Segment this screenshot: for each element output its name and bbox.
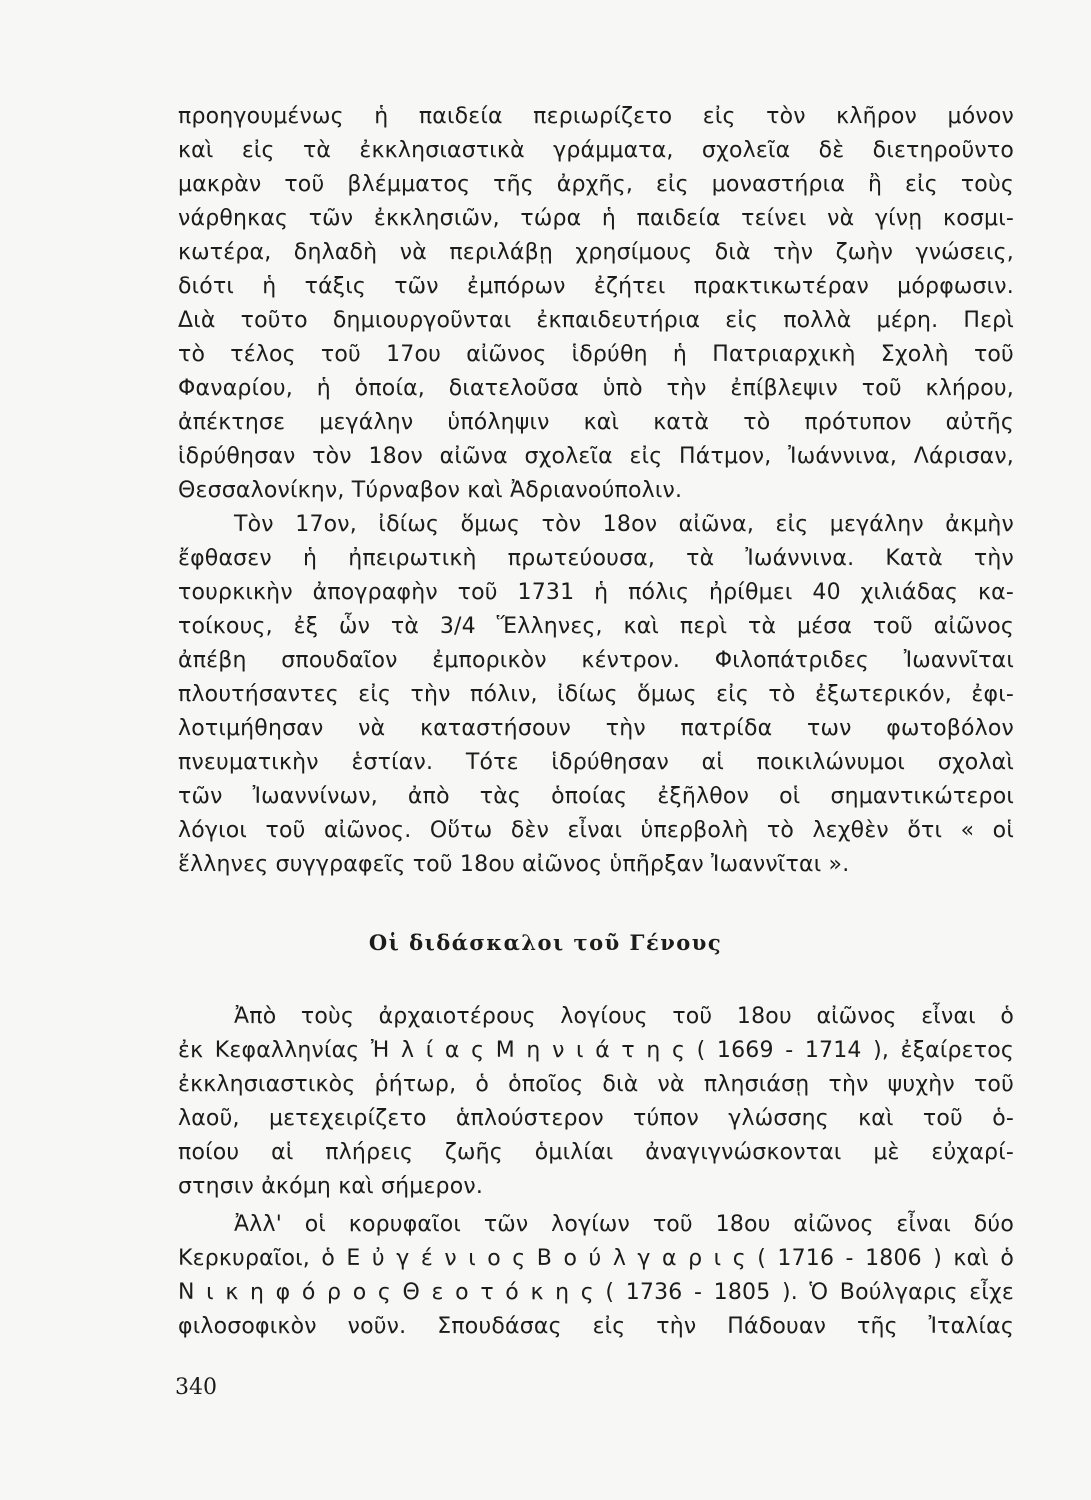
- text-line: Θεσσαλονίκην, Τύρναβον καὶ Ἀδριανούπολιν.: [178, 478, 683, 503]
- text-line: τουρκικὴν ἀπογραφὴν τοῦ 1731 ἡ πόλις ἠρίθμει 40 χιλιάδας κα-: [178, 580, 1014, 605]
- section-heading: Οἱ διδάσκαλοι τοῦ Γένους: [368, 930, 723, 955]
- text-line: Διὰ τοῦτο δημιουργοῦνται ἐκπαιδευτήρια εἰς πολλὰ μέρη. Περὶ: [178, 308, 1014, 333]
- text-line: ἔφθασεν ἡ ἠπειρωτικὴ πρωτεύουσα, τὰ Ἰωάννινα. Κατὰ τὴν: [178, 546, 1014, 571]
- text-line: νάρθηκας τῶν ἐκκλησιῶν, τώρα ἡ παιδεία τείνει νὰ γίνῃ κοσμι-: [178, 206, 1014, 231]
- text-line: Κερκυραῖοι, ὁ Ε ὐ γ έ ν ι ο ς Β ο ύ λ γ α ρ ι ς ( 1716 - 1806 ) καὶ ὁ: [178, 1246, 1014, 1271]
- text-line: Ἀλλ' οἱ κορυφαῖοι τῶν λογίων τοῦ 18ου αἰῶνος εἶναι δύο: [234, 1212, 1014, 1237]
- text-line: Φαναρίου, ἡ ὁποία, διατελοῦσα ὑπὸ τὴν ἐπίβλεψιν τοῦ κλήρου,: [178, 376, 1014, 401]
- text-line: πλουτήσαντες εἰς τὴν πόλιν, ἰδίως ὅμως εἰς τὸ ἐξωτερικόν, ἐφι-: [178, 682, 1014, 707]
- text-line: τῶν Ἰωαννίνων, ἀπὸ τὰς ὁποίας ἐξῆλθον οἱ σημαντικώτεροι: [178, 784, 1014, 809]
- text-line: στησιν ἀκόμη καὶ σήμερον.: [178, 1174, 484, 1199]
- text-line: τὸ τέλος τοῦ 17ου αἰῶνος ἱδρύθη ἡ Πατριαρχικὴ Σχολὴ τοῦ: [178, 342, 1014, 367]
- text-line: καὶ εἰς τὰ ἐκκλησιαστικὰ γράμματα, σχολεῖα δὲ διετηροῦντο: [178, 138, 1014, 163]
- text-line: Τὸν 17ον, ἰδίως ὅμως τὸν 18ον αἰῶνα, εἰς μεγάλην ἀκμὴν: [234, 512, 1014, 537]
- text-line: ἕλληνες συγγραφεῖς τοῦ 18ου αἰῶνος ὑπῆρξαν Ἰωαννῖται ».: [178, 852, 850, 877]
- text-line: προηγουμένως ἡ παιδεία περιωρίζετο εἰς τὸν κλῆρον μόνον: [178, 104, 1014, 129]
- text-line: Ν ι κ η φ ό ρ ο ς Θ ε ο τ ό κ η ς ( 1736 - 1805 ). Ὁ Βούλγαρις εἶχε: [178, 1280, 1014, 1305]
- text-line: μακρὰν τοῦ βλέμματος τῆς ἀρχῆς, εἰς μοναστήρια ἢ εἰς τοὺς: [178, 172, 1014, 197]
- text-line: πνευματικὴν ἑστίαν. Τότε ἱδρύθησαν αἱ ποικιλώνυμοι σχολαὶ: [178, 750, 1014, 775]
- text-line: ἐκ Κεφαλληνίας Ἠ λ ί α ς Μ η ν ι ά τ η ς ( 1669 - 1714 ), ἐξαίρετος: [178, 1038, 1014, 1063]
- text-line: ἱδρύθησαν τὸν 18ον αἰῶνα σχολεῖα εἰς Πάτμον, Ἰωάννινα, Λάρισαν,: [178, 444, 1014, 469]
- text-line: ἀπέκτησε μεγάλην ὑπόληψιν καὶ κατὰ τὸ πρότυπον αὐτῆς: [178, 410, 1014, 435]
- text-line: λόγιοι τοῦ αἰῶνος. Οὕτω δὲν εἶναι ὑπερβολὴ τὸ λεχθὲν ὅτι « οἱ: [178, 818, 1014, 843]
- text-line: ἐκκλησιαστικὸς ῥήτωρ, ὁ ὁποῖος διὰ νὰ πλησιάσῃ τὴν ψυχὴν τοῦ: [178, 1072, 1014, 1097]
- text-line: κωτέρα, δηλαδὴ νὰ περιλάβῃ χρησίμους διὰ τὴν ζωὴν γνώσεις,: [178, 240, 1014, 265]
- text-line: φιλοσοφικὸν νοῦν. Σπουδάσας εἰς τὴν Πάδουαν τῆς Ἰταλίας: [178, 1314, 1014, 1339]
- text-line: διότι ἡ τάξις τῶν ἐμπόρων ἐζήτει πρακτικωτέραν μόρφωσιν.: [178, 274, 1014, 299]
- text-line: ποίου αἱ πλήρεις ζωῆς ὁμιλίαι ἀναγιγνώσκονται μὲ εὐχαρί-: [178, 1140, 1014, 1165]
- text-line: τοίκους, ἐξ ὧν τὰ 3/4 Ἕλληνες, καὶ περὶ τὰ μέσα τοῦ αἰῶνος: [178, 614, 1014, 639]
- text-line: ἀπέβη σπουδαῖον ἐμπορικὸν κέντρον. Φιλοπάτριδες Ἰωαννῖται: [178, 648, 1014, 673]
- text-line: λοτιμήθησαν νὰ καταστήσουν τὴν πατρίδα των φωτοβόλον: [178, 716, 1014, 741]
- text-line: Ἀπὸ τοὺς ἀρχαιοτέρους λογίους τοῦ 18ου αἰῶνος εἶναι ὁ: [234, 1004, 1014, 1029]
- page-number: 340: [175, 1375, 217, 1400]
- text-line: λαοῦ, μετεχειρίζετο ἁπλούστερον τύπον γλώσσης καὶ τοῦ ὁ-: [178, 1106, 1014, 1131]
